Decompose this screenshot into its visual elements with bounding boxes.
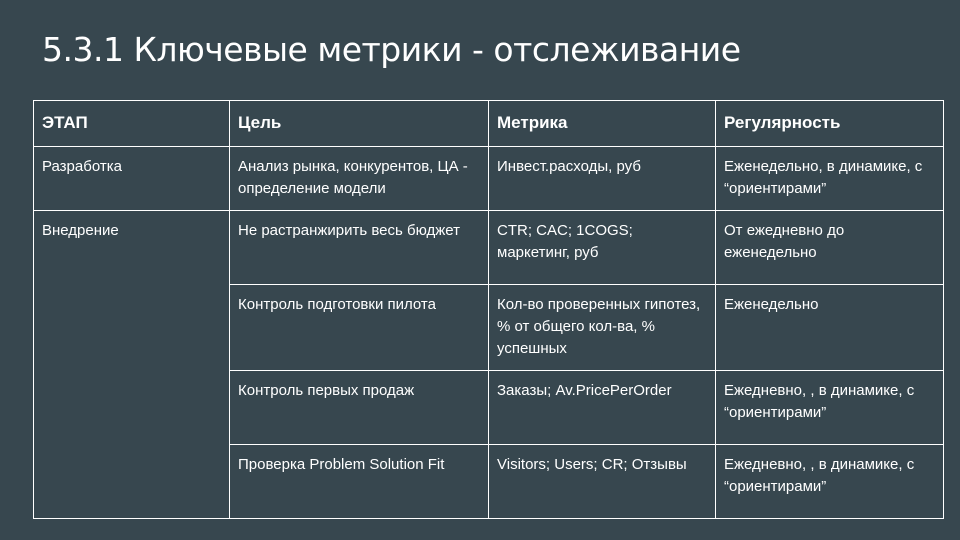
cell-metric: Кол-во проверенных гипотез, % от общего кол-ва, % успешных	[489, 285, 716, 371]
cell-goal: Анализ рынка, конкурентов, ЦА - определение модели	[230, 147, 489, 211]
slide-title: 5.3.1 Ключевые метрики - отслеживание	[42, 30, 741, 69]
cell-metric: CTR; CAC; 1COGS; маркетинг, руб	[489, 211, 716, 285]
cell-frequency: Ежедневно, , в динамике, с “ориентирами”	[716, 445, 944, 519]
cell-metric: Инвест.расходы, руб	[489, 147, 716, 211]
cell-frequency: Ежедневно, , в динамике, с “ориентирами”	[716, 371, 944, 445]
header-metric: Метрика	[489, 101, 716, 147]
cell-goal: Не растранжирить весь бюджет	[230, 211, 489, 285]
table-row	[34, 211, 944, 285]
metrics-table	[33, 100, 944, 519]
table-header-row	[34, 101, 944, 147]
cell-metric: Visitors; Users; CR; Отзывы	[489, 445, 716, 519]
header-frequency: Регулярность	[716, 101, 944, 147]
cell-goal: Контроль первых продаж	[230, 371, 489, 445]
cell-stage: Разработка	[34, 147, 230, 211]
cell-goal: Проверка Problem Solution Fit	[230, 445, 489, 519]
table-row	[34, 147, 944, 211]
header-stage: ЭТАП	[34, 101, 230, 147]
cell-frequency: Еженедельно, в динамике, с “ориентирами”	[716, 147, 944, 211]
cell-frequency: Еженедельно	[716, 285, 944, 371]
cell-frequency: От ежедневно до еженедельно	[716, 211, 944, 285]
cell-stage: Внедрение	[34, 211, 230, 519]
header-goal: Цель	[230, 101, 489, 147]
cell-goal: Контроль подготовки пилота	[230, 285, 489, 371]
cell-metric: Заказы; Av.PricePerOrder	[489, 371, 716, 445]
